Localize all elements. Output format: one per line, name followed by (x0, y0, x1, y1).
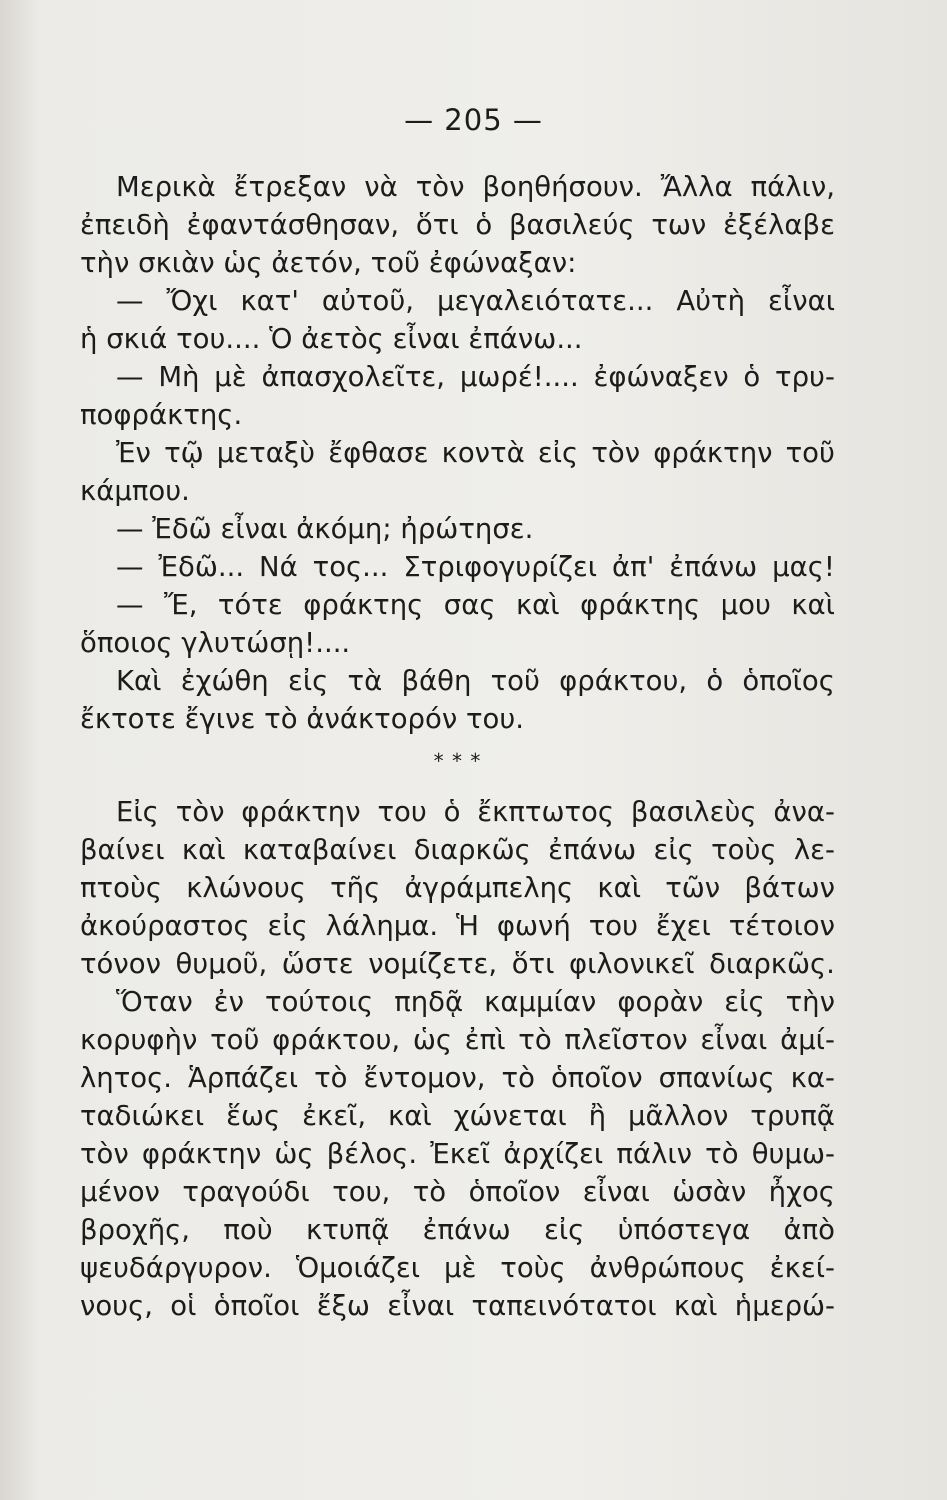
text-line: Εἰς τὸν φράκτην του ὁ ἔκπτωτος βασιλεὺς ἀνα- (116, 796, 835, 828)
text-line: λητος. Ἁρπάζει τὸ ἔντομον, τὸ ὁποῖον σπανίως κα- (80, 1062, 835, 1094)
body-text (80, 168, 835, 1325)
text-line: Μερικὰ ἔτρεξαν νὰ τὸν βοηθήσουν. Ἄλλα πάλιν, (116, 171, 835, 203)
page-number: — 205 — (404, 103, 543, 137)
text-line: ταδιώκει ἕως ἐκεῖ, καὶ χώνεται ἢ μᾶλλον τρυπᾷ (80, 1100, 835, 1132)
text-line: ὅποιος γλυτώσῃ!.... (80, 627, 351, 659)
text-section-2 (80, 793, 835, 1325)
text-line: ἐπειδὴ ἐφαντάσθησαν, ὅτι ὁ βασιλεύς των ἐξέλαβε (80, 209, 835, 241)
text-line: ἀκούραστος εἰς λάλημα. Ἡ φωνή του ἔχει τέτοιον (80, 910, 835, 942)
asterism: * * * (433, 749, 482, 773)
text-section-1 (80, 168, 835, 738)
section-separator (80, 738, 835, 793)
text-line: Ὅταν ἐν τούτοις πηδᾷ καμμίαν φορὰν εἰς τὴν (116, 986, 835, 1018)
text-line: ἔκτοτε ἔγινε τὸ ἀνάκτορόν του. (80, 703, 525, 735)
text-line: — Ἐδῶ εἶναι ἀκόμη; ἠρώτησε. (116, 513, 534, 545)
text-line: — Ἐδῶ... Νά τος... Στριφογυρίζει ἀπ' ἐπάνω μας! (116, 551, 835, 583)
text-line: νους, οἱ ὁποῖοι ἔξω εἶναι ταπεινότατοι καὶ ἡμερώ- (80, 1290, 835, 1322)
text-line: — Μὴ μὲ ἀπασχολεῖτε, μωρέ!.... ἐφώναξεν ὁ τρυ- (116, 361, 835, 393)
text-line: τὴν σκιὰν ὡς ἀετόν, τοῦ ἐφώναξαν: (80, 247, 577, 279)
text-line: ψευδάργυρον. Ὁμοιάζει μὲ τοὺς ἀνθρώπους ἐκεί- (80, 1252, 835, 1284)
text-line: — Ἔ, τότε φράκτης σας καὶ φράκτης μου καὶ (116, 589, 835, 621)
text-line: βροχῆς, ποὺ κτυπᾷ ἐπάνω εἰς ὑπόστεγα ἀπὸ (80, 1214, 835, 1246)
text-line: — Ὄχι κατ' αὐτοῦ, μεγαλειότατε... Αὐτὴ εἶναι (116, 285, 835, 317)
text-line: τὸν φράκτην ὡς βέλος. Ἐκεῖ ἀρχίζει πάλιν τὸ θυμω- (80, 1138, 835, 1170)
text-line: κορυφὴν τοῦ φράκτου, ὡς ἐπὶ τὸ πλεῖστον εἶναι ἀμί- (80, 1024, 835, 1056)
text-line: Καὶ ἐχώθη εἰς τὰ βάθη τοῦ φράκτου, ὁ ὁποῖος (116, 665, 835, 697)
text-line: Ἐν τῷ μεταξὺ ἔφθασε κοντὰ εἰς τὸν φράκτην τοῦ (116, 437, 835, 469)
text-line: μένον τραγούδι του, τὸ ὁποῖον εἶναι ὡσὰν ἦχος (80, 1176, 835, 1208)
text-line: κάμπου. (80, 475, 190, 507)
text-line: τόνον θυμοῦ, ὥστε νομίζετε, ὅτι φιλονικεῖ διαρκῶς. (80, 948, 835, 980)
text-line: ποφράκτης. (80, 399, 243, 431)
text-line: ἡ σκιά του.... Ὁ ἀετὸς εἶναι ἐπάνω... (80, 323, 583, 355)
text-line: βαίνει καὶ καταβαίνει διαρκῶς ἐπάνω εἰς τοὺς λε- (80, 834, 835, 866)
text-line: πτοὺς κλώνους τῆς ἀγράμπελης καὶ τῶν βάτων (80, 872, 835, 904)
